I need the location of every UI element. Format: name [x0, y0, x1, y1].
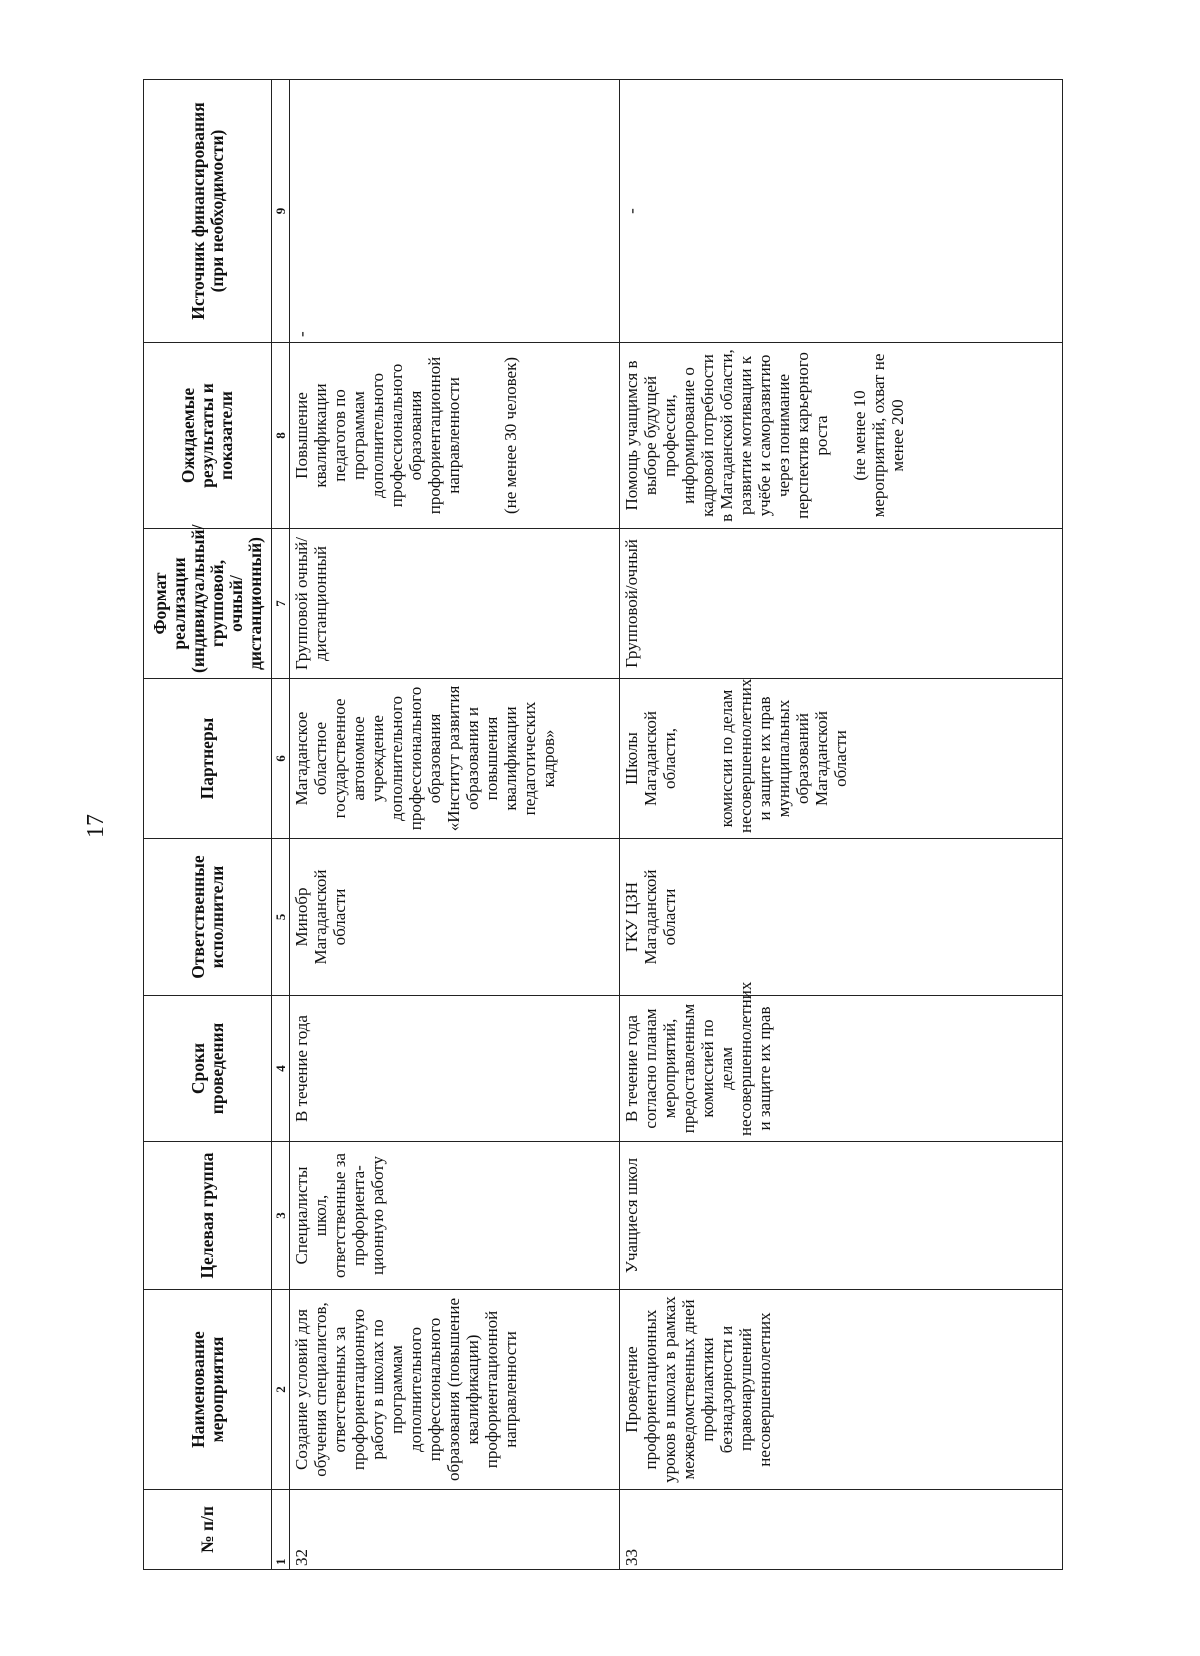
expected-results [620, 343, 1063, 529]
row-number: 32 [290, 1490, 620, 1570]
funding: - [620, 80, 1063, 343]
column-number: 9 [272, 80, 290, 343]
header-row [144, 80, 272, 1570]
timing: В течение года согласно планам мероприятий, предоставленным комиссией по делам несовершеннолетних и защите их прав [620, 996, 1063, 1142]
results-note: (не менее 30 человек) [501, 356, 520, 515]
results-text: Повышение квалификации педагогов по программам дополнительного профессионального образования профориентационной направленности [292, 356, 463, 515]
column-number: 4 [272, 996, 290, 1142]
header-target-group: Целевая группа [144, 1142, 272, 1290]
partners [620, 679, 1063, 839]
column-number-row [272, 80, 290, 1570]
header-responsible: Ответственные исполнители [144, 839, 272, 996]
header-partners: Партнеры [144, 679, 272, 839]
format: Групповой очный/дистанционный [290, 529, 620, 679]
events-table [143, 79, 1063, 1570]
partners: Магаданское областное государственное автономное учреждение дополнительного профессионального образования «Институт развития образования и повышения квалификации педагогических кадров» [290, 679, 620, 839]
responsible: ГКУ ЦЗН Магаданской области [620, 839, 1063, 996]
header-name: Наименование мероприятия [144, 1290, 272, 1490]
partners-schools: Школы Магаданской области, [622, 711, 679, 807]
target-group: Учащиеся школ [620, 1142, 1063, 1290]
format: Групповой/очный [620, 529, 1063, 679]
table-row [620, 80, 1063, 1570]
header-number: № п/п [144, 1490, 272, 1570]
partners-commissions: комиссии по делам несовершеннолетних и защите их прав муниципальных образований Магаданской области [717, 678, 850, 833]
header-timing: Сроки проведения [144, 996, 272, 1142]
event-name: Проведение профориентационных уроков в школах в рамках межведомственных дней профилактики безнадзорности и правонарушений несовершеннолетних [620, 1290, 1063, 1490]
column-number: 7 [272, 529, 290, 679]
results-text: Помощь учащимся в выборе будущей профессии, информирование о кадровой потребности в Магаданской области, развитие мотивации к учёбе и саморазвитию через понимание перспектив карьерного роста [622, 349, 831, 522]
header-results: Ожидаемые результаты и показатели [144, 343, 272, 529]
column-number: 5 [272, 839, 290, 996]
timing: В течение года [290, 996, 620, 1142]
column-number: 1 [272, 1490, 290, 1570]
rotated-table-container [143, 80, 1063, 1570]
results-note: (не менее 10 мероприятий, охват не менее 200 [850, 353, 907, 518]
responsible: Минобр Магаданской области [290, 839, 620, 996]
expected-results [290, 343, 620, 529]
row-number: 33 [620, 1490, 1063, 1570]
column-number: 3 [272, 1142, 290, 1290]
header-funding: Источник финансирования (при необходимости) [144, 80, 272, 343]
funding: - [290, 80, 620, 343]
page-number: 17 [83, 814, 109, 838]
event-name: Создание условий для обучения специалистов, ответственных за профориентационную работу в школах по программам дополнительного профессионального образования (повышение квалификации) профориентационной направленности [290, 1290, 620, 1490]
target-group: Специалисты школ, ответственные за профориента-ционную работу [290, 1142, 620, 1290]
header-format: Формат реализации (индивидуальный/групповой, очный/дистанционный) [144, 529, 272, 679]
column-number: 2 [272, 1290, 290, 1490]
table-row [290, 80, 620, 1570]
column-number: 8 [272, 343, 290, 529]
column-number: 6 [272, 679, 290, 839]
